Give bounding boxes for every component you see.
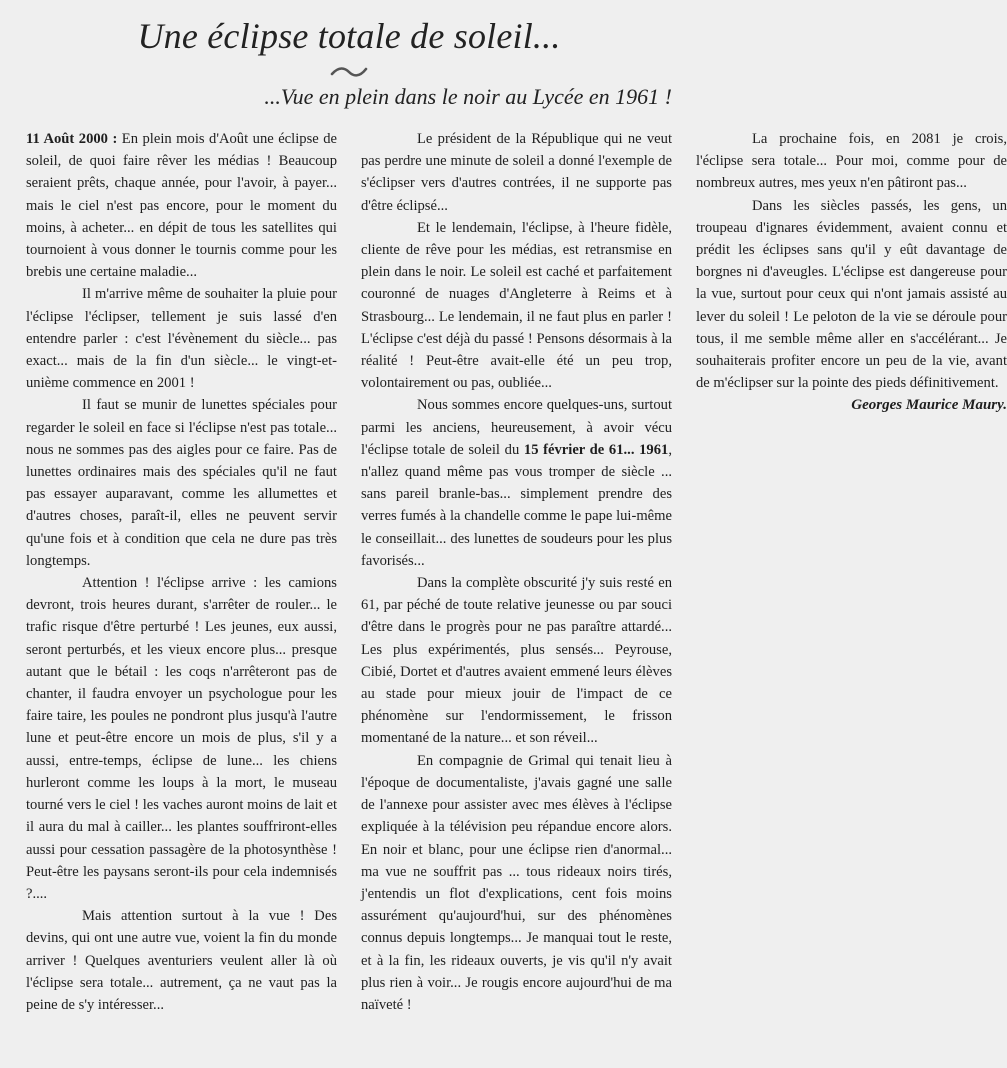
article-subtitle: ...Vue en plein dans le noir au Lycée en 1961 ! [264, 84, 672, 109]
paragraph-10: En compagnie de Grimal qui tenait lieu à l'époque de documentaliste, j'avais gagné une salle de l'annexe pour assister avec mes élèves à l'éclipse expliquée à la télévision peu répandue encore alors. En noir et blanc, pour une éclipse rien d'anormal... ma vue ne souffrit pas ... tous rideaux noirs tirés, j'entendis un flot d'explications, cent fois moins assurément qu'aujourd'hui, sur des phénomènes connus depuis longtemps... Je manquai tout le reste, et à la fin, les rideaux ouverts, je vis qu'il n'y avait plus rien à voir... Je rougis encore aujourd'hui de ma naïveté ! [361, 752, 672, 1013]
article-body [26, 128, 1007, 1058]
paragraph-5: Mais attention surtout à la vue ! Des devins, qui ont une autre vue, voient la fin du monde arriver ! Quelques aventuriers veulent aller là où l'éclipse sera totale... autrement, ça ne vaut pas la peine de s'y intéresser... [26, 908, 337, 1013]
paragraph-3: Il faut se munir de lunettes spéciales pour regarder le soleil en face si l'éclipse n'est pas totale... nous ne sommes pas des aigles pour ce faire. Pas de lunettes ordinaires mais des spéciales qu'il ne faut pas essayer auparavant, comme les allumettes et d'autres choses, paraît-il, elles ne peuvent servir qu'une fois et à condition que cela ne dure pas très longtemps. [26, 397, 337, 569]
article-title: Une éclipse totale de soleil... [137, 16, 561, 56]
paragraph-1-text: En plein mois d'Août une éclipse de soleil, de quoi faire rêver les médias ! Beaucoup seraient prêts, chaque année, pour l'avoir, à payer... mais le ciel n'est pas encore, pour le moment du moins, à acheter... en dépit de tous les satellites qui tournoient à vous donner le tournis comme pour les brebis une certaine maladie... [26, 131, 337, 281]
paragraph-2: Il m'arrive même de souhaiter la pluie pour l'éclipse l'éclipser, tellement je suis lassé d'en entendre parler : c'est l'évènement du siècle... pas exact... mais de la fin d'un siècle... le vingt-et-unième commence en 2001 ! [26, 286, 337, 392]
paragraph-9: Dans la complète obscurité j'y suis resté en 61, par péché de toute relative jeunesse ou par souci d'être dans le progrès pour ne pas paraître attardé... Les plus expérimentés, plus sensés... Peyrouse, Cibié, Dortet et d'autres avaient emmené leurs élèves au stade pour mieux jouir de l'impact de ce phénomène sur l'endormissement, le frisson momentané de la nature... et son réveil... [361, 575, 672, 747]
paragraph-6: Le président de la République qui ne veut pas perdre une minute de soleil a donné l'exemple de s'éclipser vers d'autres contrées, il ne supporte pas d'être éclipsé... [361, 131, 672, 214]
paragraph-4: Attention ! l'éclipse arrive : les camions devront, trois heures durant, s'arrêter de rouler... le trafic risque d'être perturbé ! Les jeunes, eux aussi, seront perturbés, et les vieux encore plus... presque autant que le bétail : les coqs n'arrêteront pas de chanter, il faudra envoyer un psychologue pour les faire taire, les poules ne pondront plus jusqu'à l'autre lune et peut-être encore un mois de plus, s'il y a aussi, entre-temps, éclipse de lune... les chiens hurleront comme les loups à la mort, le museau tourné vers le ciel ! les vaches auront moins de lait et il aura du mal à cailler... les plantes souffriront-elles aussi pour cessation passagère de la photosynthèse ! Peut-être les paysans seront-ils pour cela indemnisés ?.... [26, 575, 337, 902]
paragraph-8-start: Nous sommes encore quelques-uns, surtout parmi les anciens, heureusement, à avoir vécu l'éclipse totale de soleil du [361, 397, 672, 458]
paragraph-1 [26, 128, 337, 283]
paragraph-12: Dans les siècles passés, les gens, un troupeau d'ignares évidemment, avaient connu et prédit les éclipses sans qu'il y eût davantage de borgnes ni d'aveugles. L'éclipse est dangereuse pour la vue, surtout pour ceux qui n'ont jamais assisté au lever du soleil ! Le peloton de la vie se déroule pour tous, il me semble même aller en s'accélérant... Je souhaiterais profiter encore un peu de la vie, avant de m'éclipser sur la pointe des pieds définitivement. [696, 197, 1007, 392]
lead-date: 11 Août 2000 : [26, 131, 118, 147]
author-signature: Georges Maurice Maury. [851, 397, 1007, 414]
paragraph-8-end: , n'allez quand même pas vous tromper de siècle ... sans pareil branle-bas... simplement prendre des verres fumés à la chandelle comme le pape lui-même le conseillait... des lunettes de soudeurs pour les plus favorisés... [361, 441, 672, 569]
paragraph-11: La prochaine fois, en 2081 je crois, l'éclipse sera totale... Pour moi, comme pour de nombreux autres, mes yeux n'en pâtiront pas... [696, 131, 1007, 192]
swash-ornament [329, 64, 369, 80]
paragraph-7: Et le lendemain, l'éclipse, à l'heure fidèle, cliente de rêve pour les médias, est retransmise en plein dans le noir. Le soleil est caché et parfaitement couronné de nuages d'Angleterre à Reims et à Strasbourg... Le lendemain, il ne faut plus en parler ! L'éclipse c'est déjà du passé ! Pensons désormais à la réalité ! Peut-être avait-elle été un peu trop, volontairement ou pas, oubliée... [361, 219, 672, 392]
paragraph-8 [361, 394, 672, 572]
eclipse-date-1961: 15 février de 61... 1961 [523, 441, 669, 458]
